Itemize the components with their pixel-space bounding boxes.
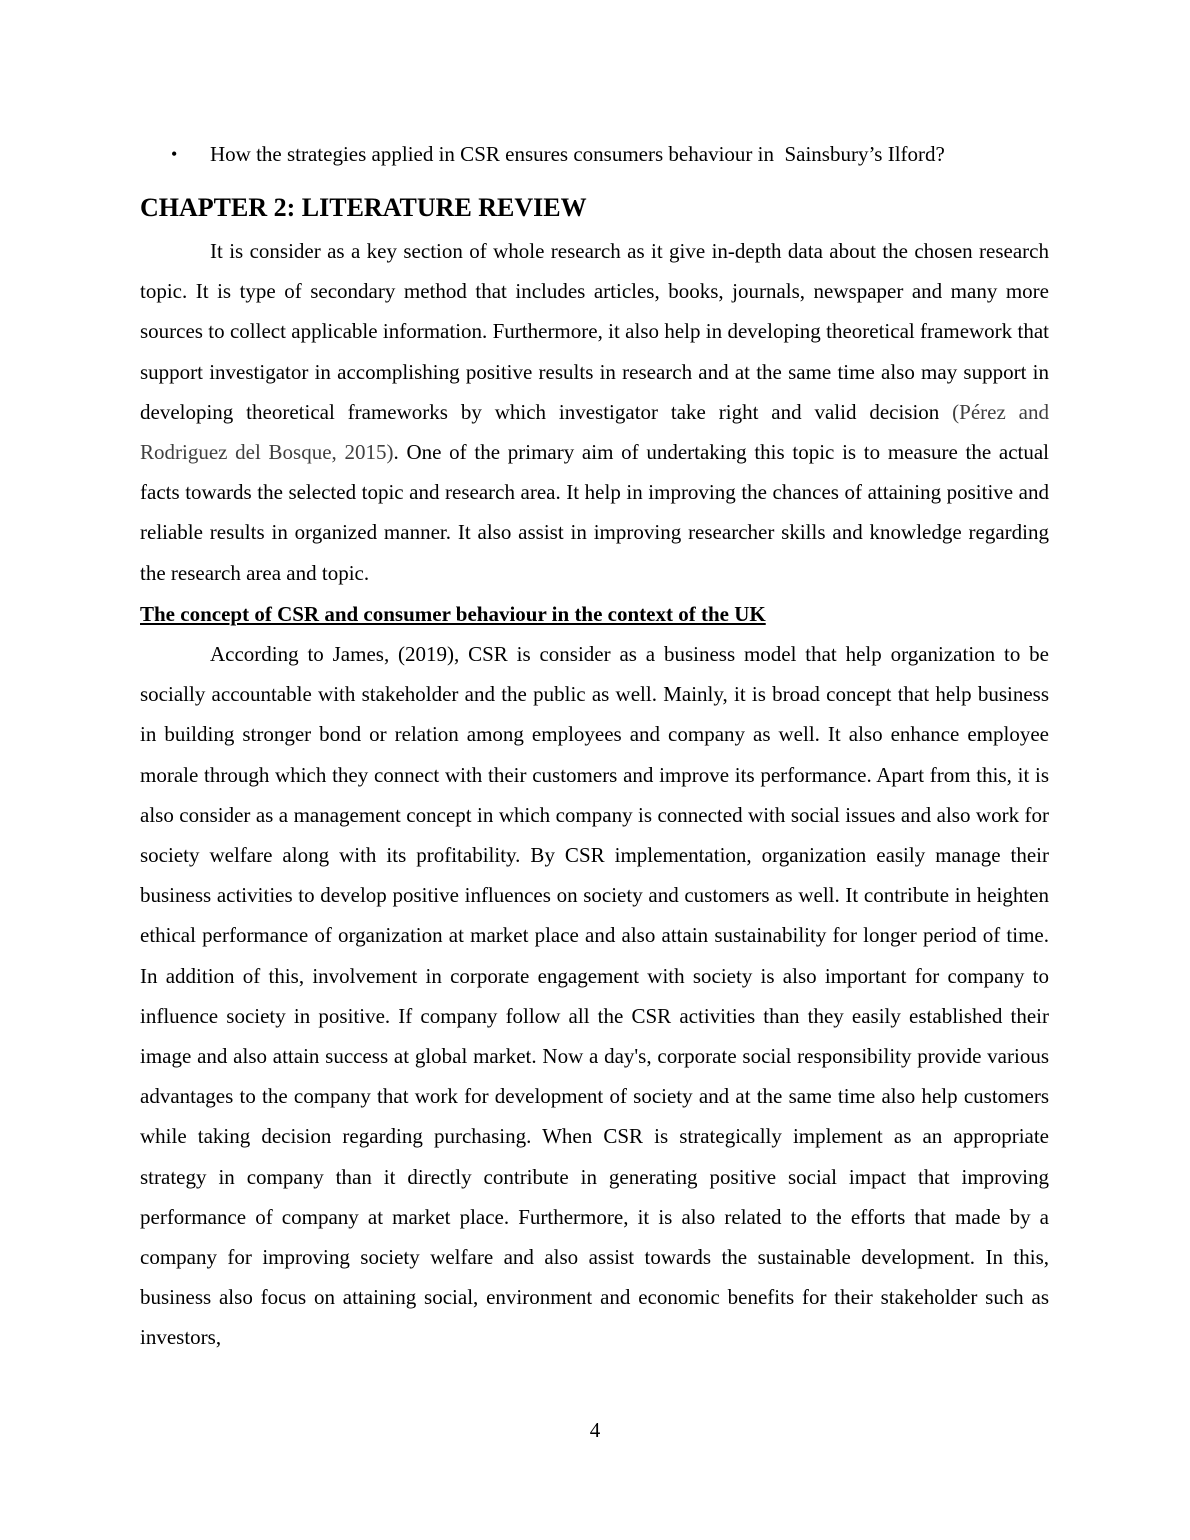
section-paragraph: According to James, (2019), CSR is consider as a business model that help organization to be socially accountable with stakeholder and the public as well. Mainly, it is broad concept that help business in building stronger bond or relation among employees and company as well. It also enhance employee morale through which they connect with their customers and improve its performance. Apart from this, it is also consider as a management concept in which company is connected with social issues and also work for society welfare along with its profitability. By CSR implementation, organization easily manage their business activities to develop positive influences on society and customers as well. It contribute in heighten ethical performance of organization at market place and also attain sustainability for longer period of time. In addition of this, involvement in corporate engagement with society is also important for company to influence society in positive. If company follow all the CSR activities than they easily established their image and also attain success at global market. Now a day's, corporate social responsibility provide various advantages to the company that work for development of society and at the same time also help customers while taking decision regarding purchasing. When CSR is strategically implement as an appropriate strategy in company than it directly contribute in generating positive social impact that improving performance of company at market place. Furthermore, it is also related to the efforts that made by a company for improving society welfare and also assist towards the sustainable development. In this, business also focus on attaining social, environment and economic benefits for their stakeholder such as investors, — [140, 642, 1049, 1350]
intro-text-start: It is consider as a key section of whole research as it give in-depth data about the chosen research topic. It is type of secondary method that includes articles, books, journals, newspaper and many more sources to collect applicable information. Furthermore, it also help in developing theoretical framework that support investigator in accomplishing positive results in research and at the same time also may support in developing theoretical frameworks by which investigator take right and valid decision — [140, 239, 1049, 424]
bullet-icon: • — [171, 144, 178, 164]
intro-paragraph — [140, 231, 1049, 593]
research-question-text: How the strategies applied in CSR ensures consumers behaviour in Sainsbury’s Ilford? — [210, 142, 945, 166]
page-number: 4 — [589, 1418, 601, 1442]
citation: (Pérez and Rodriguez del Bosque, 2015) — [140, 399, 1049, 465]
section-heading: The concept of CSR and consumer behaviour in the context of the UK — [140, 602, 766, 626]
chapter-heading: CHAPTER 2: LITERATURE REVIEW — [140, 193, 587, 222]
research-question-bullet — [171, 140, 1071, 168]
intro-text-end: . One of the primary aim of undertaking this topic is to measure the actual facts towards the selected topic and research area. It help in improving the chances of attaining positive and reliable results in organized manner. It also assist in improving researcher skills and knowledge regarding the research area and topic. — [140, 440, 1050, 585]
